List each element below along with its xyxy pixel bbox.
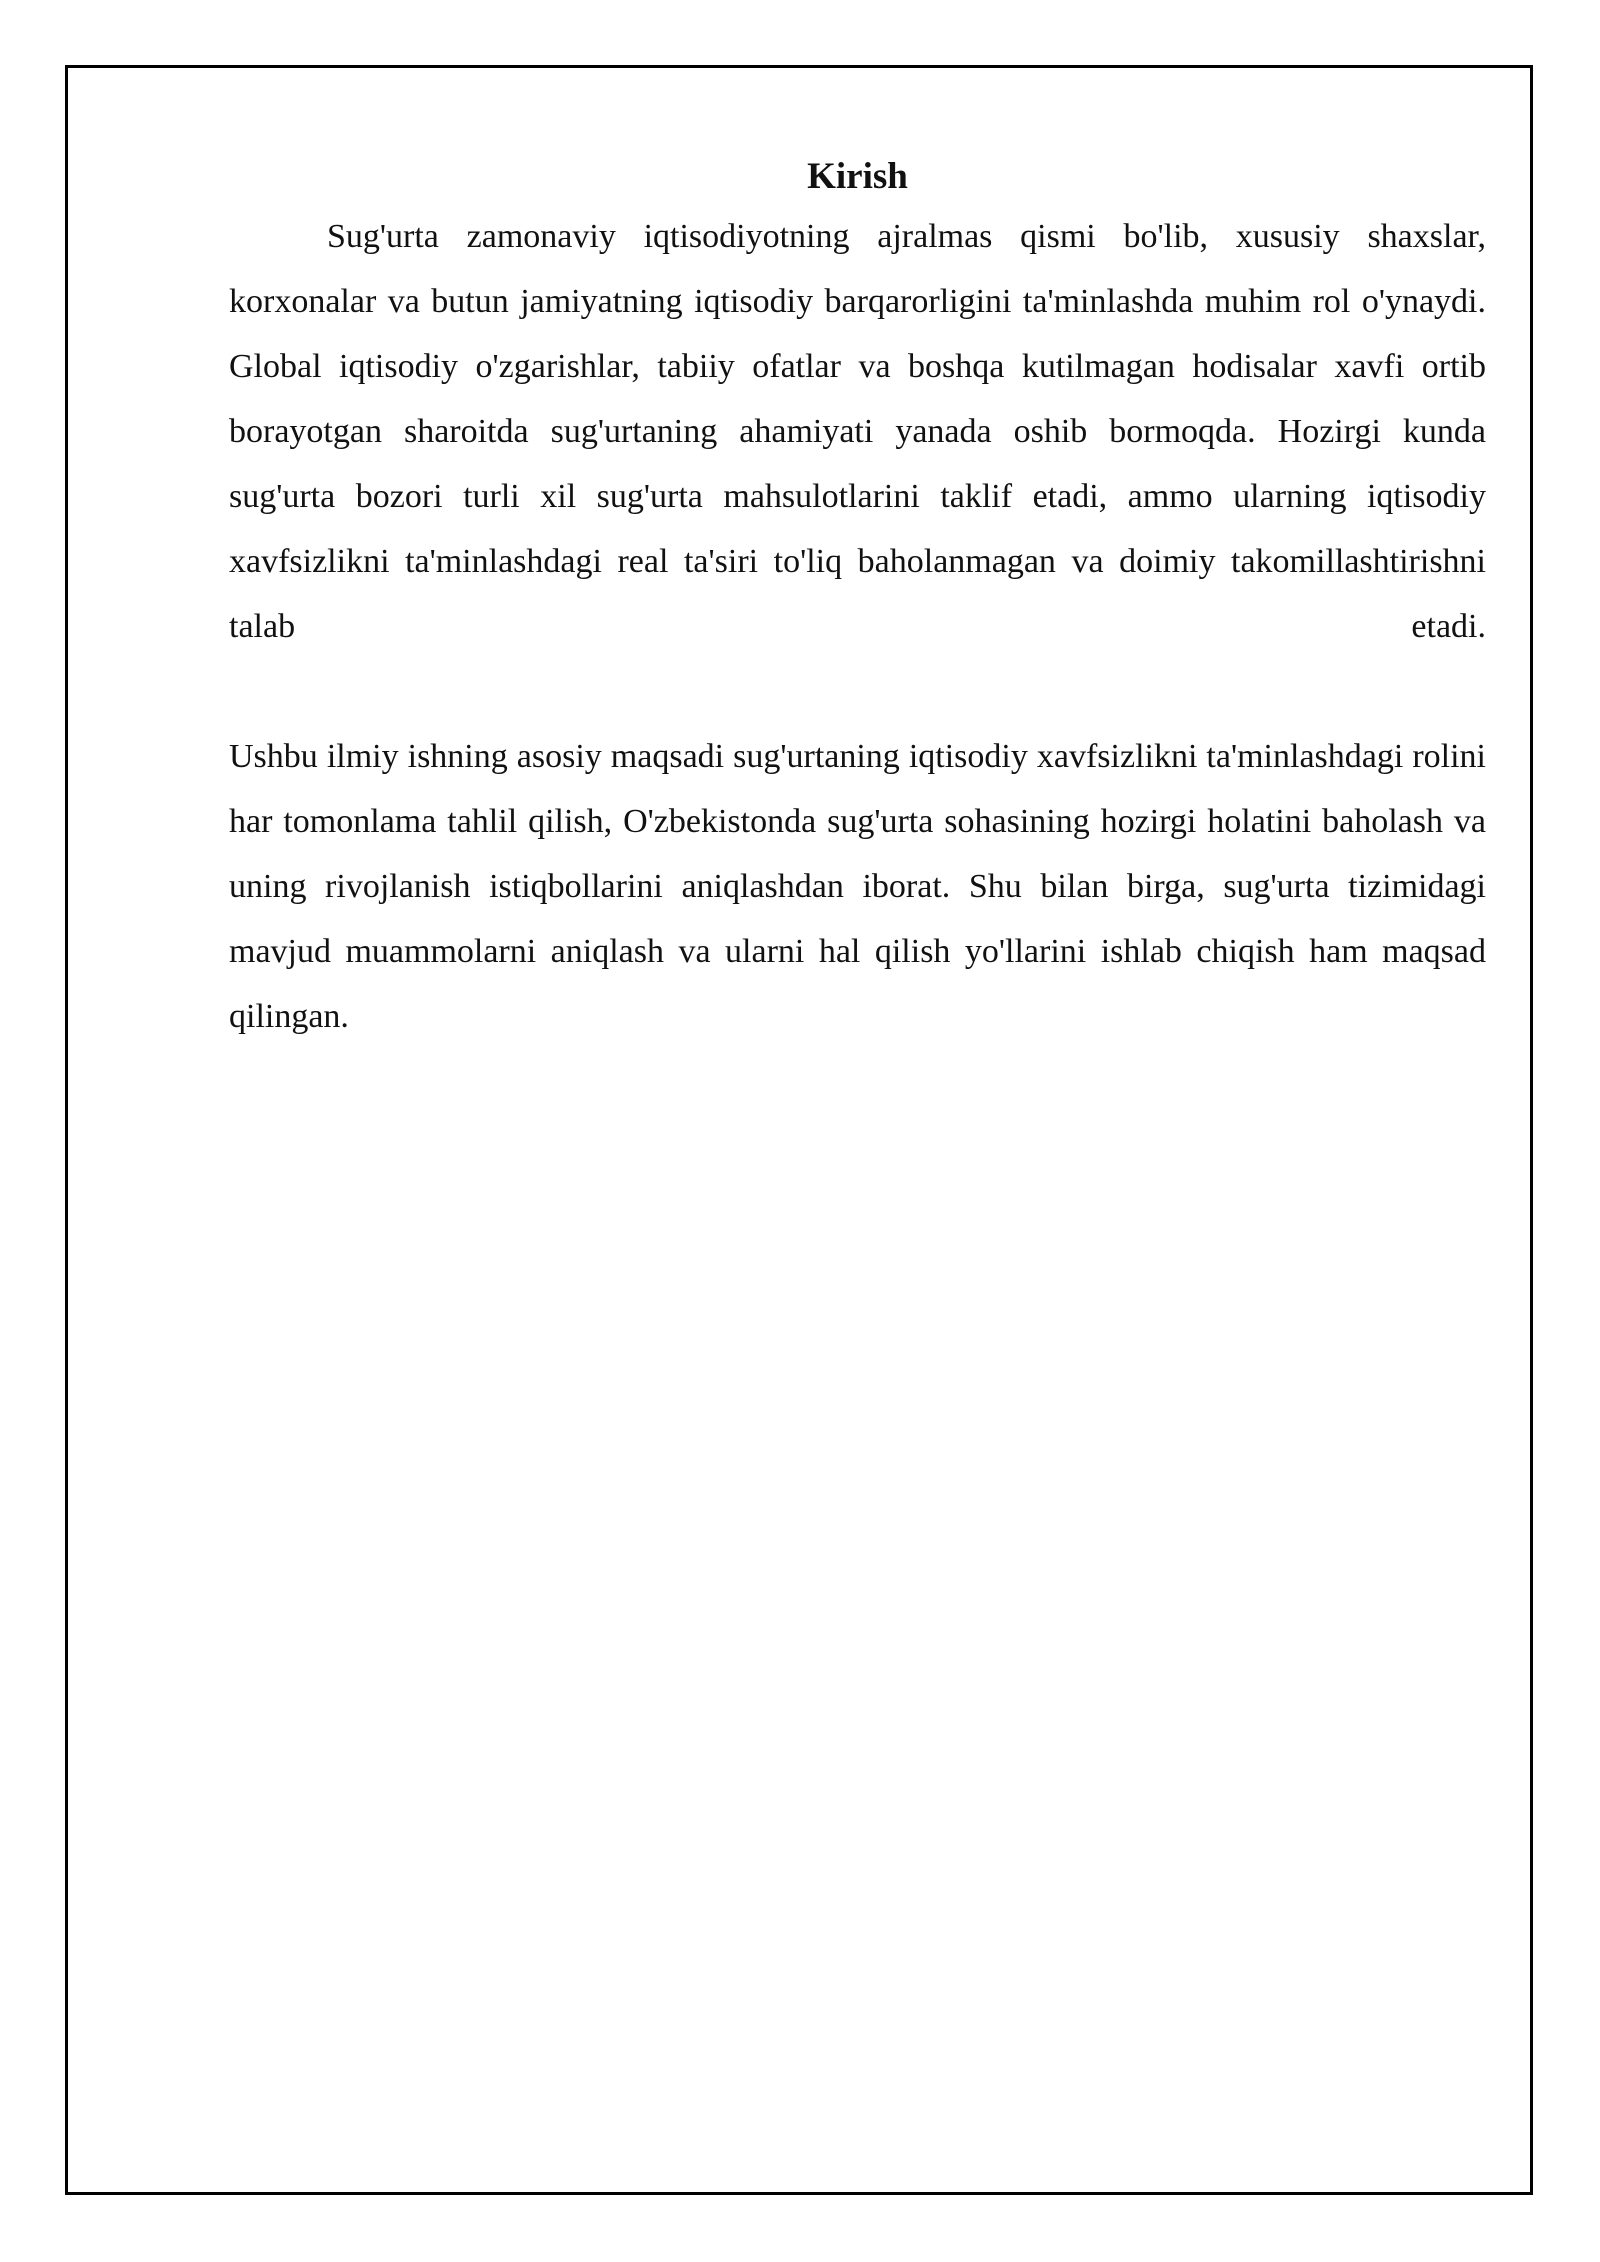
- paragraph-objective: Ushbu ilmiy ishning asosiy maqsadi sug'urtaning iqtisodiy xavfsizlikni ta'minlashdagi rolini har tomonlama tahlil qilish, O'zbekistonda sug'urta sohasining hozirgi holatini baholash va uning rivojlanish istiqbollarini aniqlashdan iborat. Shu bilan birga, sug'urta tizimidagi mavjud muammolarni aniqlash va ularni hal qilish yo'llarini ishlab chiqish ham maqsad qilingan.: [229, 738, 1486, 1035]
- paragraph-introduction: Sug'urta zamonaviy iqtisodiyotning ajralmas qismi bo'lib, xususiy shaxslar, korxonalar va butun jamiyatning iqtisodiy barqarorligini ta'minlashda muhim rol o'ynaydi. Global iqtisodiy o'zgarishlar, tabiiy ofatlar va boshqa kutilmagan hodisalar xavfi ortib borayotgan sharoitda sug'urtaning ahamiyati yanada oshib bormoqda. Hozirgi kunda sug'urta bozori turli xil sug'urta mahsulotlarini taklif etadi, ammo ularning iqtisodiy xavfsizlikni ta'minlashdagi real ta'siri to'liq baholanmagan va doimiy takomillashtirishni talab etadi.: [229, 218, 1486, 645]
- document-title: Kirish: [807, 156, 908, 197]
- document-body: [229, 150, 1486, 1049]
